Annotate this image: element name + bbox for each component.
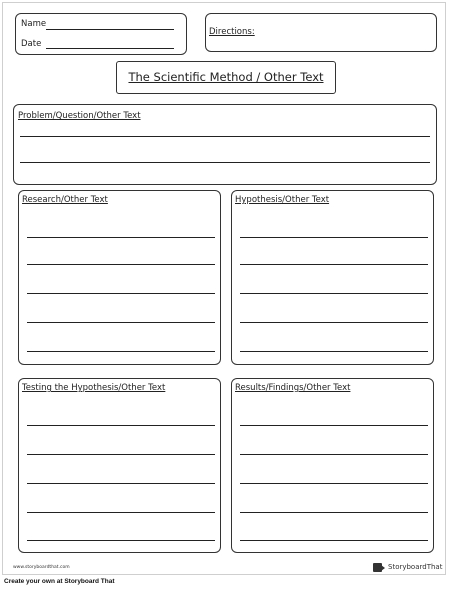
directions-label: Directions: [209,27,255,37]
research-box [18,190,221,365]
answer-line[interactable] [27,237,215,238]
answer-line[interactable] [240,264,428,265]
name-label: Name [21,19,47,29]
answer-line[interactable] [20,136,430,137]
answer-line[interactable] [27,454,215,455]
storyboard-logo-icon [373,563,382,572]
testing-box [18,378,221,553]
answer-line[interactable] [20,162,430,163]
answer-line[interactable] [240,351,428,352]
worksheet-page [2,2,446,575]
logo-text: StoryboardThat [388,563,443,571]
answer-line[interactable] [27,483,215,484]
answer-line[interactable] [27,293,215,294]
page-title: The Scientific Method / Other Text [128,70,324,84]
name-date-box [15,13,187,55]
answer-line[interactable] [27,264,215,265]
storyboardthat-logo[interactable] [373,561,442,573]
answer-line[interactable] [240,483,428,484]
testing-label: Testing the Hypothesis/Other Text [22,383,166,393]
create-your-own-caption[interactable]: Create your own at Storyboard That [4,578,115,585]
results-box [231,378,434,553]
answer-line[interactable] [27,351,215,352]
answer-line[interactable] [240,540,428,541]
hypothesis-label: Hypothesis/Other Text [235,195,330,205]
answer-line[interactable] [240,425,428,426]
date-line[interactable] [46,48,174,49]
footer-url[interactable]: www.storyboardthat.com [13,565,70,570]
title-box [116,61,336,94]
date-label: Date [21,39,42,49]
answer-line[interactable] [27,540,215,541]
hypothesis-box [231,190,434,365]
problem-box [13,104,437,185]
research-label: Research/Other Text [22,195,108,205]
answer-line[interactable] [240,454,428,455]
answer-line[interactable] [240,512,428,513]
answer-line[interactable] [27,512,215,513]
answer-line[interactable] [27,425,215,426]
answer-line[interactable] [240,322,428,323]
directions-box [205,13,437,52]
answer-line[interactable] [27,322,215,323]
results-label: Results/Findings/Other Text [235,383,351,393]
problem-label: Problem/Question/Other Text [18,111,141,121]
answer-line[interactable] [240,237,428,238]
name-line[interactable] [46,29,174,30]
answer-line[interactable] [240,293,428,294]
